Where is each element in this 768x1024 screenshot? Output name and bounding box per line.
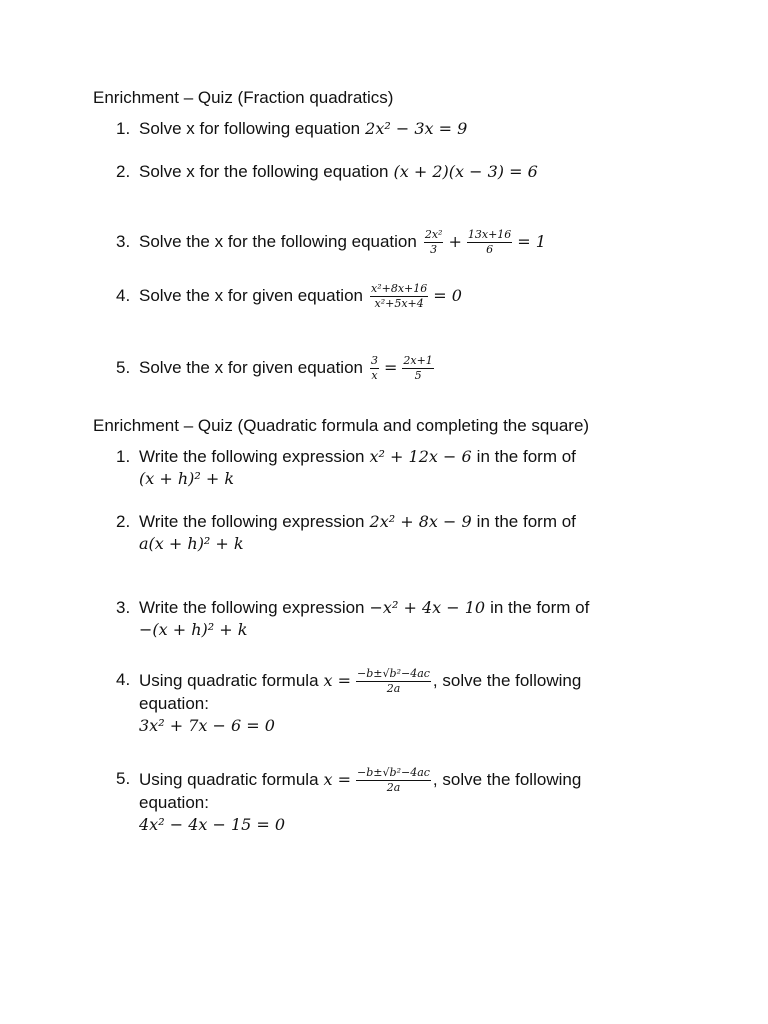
question-number: 1. [116, 119, 131, 138]
equation: 2x² − 3x = 9 [365, 119, 468, 138]
target-form: −(x + h)² + k [139, 620, 248, 639]
question-number: 2. [116, 512, 131, 531]
question-number: 2. [116, 162, 131, 181]
question-text: Write the following expression [139, 447, 365, 466]
fraction [370, 283, 428, 310]
numerator: −b±√b²−4ac [357, 666, 430, 680]
rhs: = 0 [433, 286, 462, 305]
question-text: Solve the x for given equation [139, 358, 363, 377]
question-text-after: in the form of [476, 447, 576, 466]
fraction-equation [422, 229, 549, 256]
denominator: x²+5x+4 [374, 296, 424, 310]
question-number: 1. [116, 447, 131, 466]
fraction-equation [368, 283, 465, 310]
question-text: Solve x for following equation [139, 119, 361, 138]
numerator: x²+8x+16 [370, 281, 428, 295]
quadratic-formula [324, 767, 433, 794]
target-form: (x + h)² + k [139, 469, 235, 488]
formula-lhs: x = [323, 671, 352, 690]
question-number: 4. [116, 670, 131, 689]
question-text-line2: equation: [139, 694, 209, 713]
target-form: a(x + h)² + k [139, 534, 244, 553]
equation: (x + 2)(x − 3) = 6 [393, 162, 538, 181]
section2-heading: Enrichment – Quiz (Quadratic formula and completing the square) [93, 416, 590, 435]
question-text-after: , solve the following [432, 770, 582, 789]
question-text: Write the following expression [139, 598, 365, 617]
fraction [424, 229, 444, 256]
question-text-after: , solve the following [432, 671, 582, 690]
formula-lhs: x = [323, 770, 352, 789]
numerator: 13x+16 [467, 227, 512, 241]
denominator: 2a [386, 681, 401, 695]
question-number: 5. [116, 769, 131, 788]
question-text: Solve the x for given equation [139, 286, 363, 305]
equation: 3x² + 7x − 6 = 0 [139, 716, 275, 735]
fraction [370, 355, 379, 382]
quadratic-formula [324, 668, 433, 695]
question-number: 5. [116, 358, 131, 377]
denominator: 6 [486, 242, 494, 256]
fraction [467, 229, 512, 256]
question-text: Solve x for the following equation [139, 162, 389, 181]
operator: = [383, 358, 398, 377]
fraction-equation [368, 355, 436, 382]
fraction [402, 355, 433, 382]
question-text: Using quadratic formula [139, 671, 319, 690]
question-number: 3. [116, 598, 131, 617]
expression: x² + 12x − 6 [369, 447, 472, 466]
numerator: 3 [370, 353, 378, 367]
question-text-after: in the form of [490, 598, 590, 617]
fraction [356, 668, 431, 695]
denominator: 2a [386, 780, 401, 794]
question-text-after: in the form of [476, 512, 576, 531]
rhs: = 1 [517, 232, 546, 251]
numerator: 2x² [424, 227, 443, 241]
denominator: 5 [414, 368, 422, 382]
question-text-line2: equation: [139, 793, 209, 812]
denominator: x [371, 368, 378, 382]
question-text: Solve the x for the following equation [139, 232, 417, 251]
question-number: 4. [116, 286, 131, 305]
section1-heading: Enrichment – Quiz (Fraction quadratics) [93, 88, 394, 107]
question-text: Using quadratic formula [139, 770, 319, 789]
operator: + [448, 232, 462, 251]
expression: −x² + 4x − 10 [369, 598, 486, 617]
fraction [356, 767, 431, 794]
question-text: Write the following expression [139, 512, 365, 531]
numerator: 2x+1 [403, 353, 433, 367]
denominator: 3 [430, 242, 438, 256]
question-number: 3. [116, 232, 131, 251]
expression: 2x² + 8x − 9 [369, 512, 472, 531]
numerator: −b±√b²−4ac [357, 765, 430, 779]
equation: 4x² − 4x − 15 = 0 [139, 815, 286, 834]
